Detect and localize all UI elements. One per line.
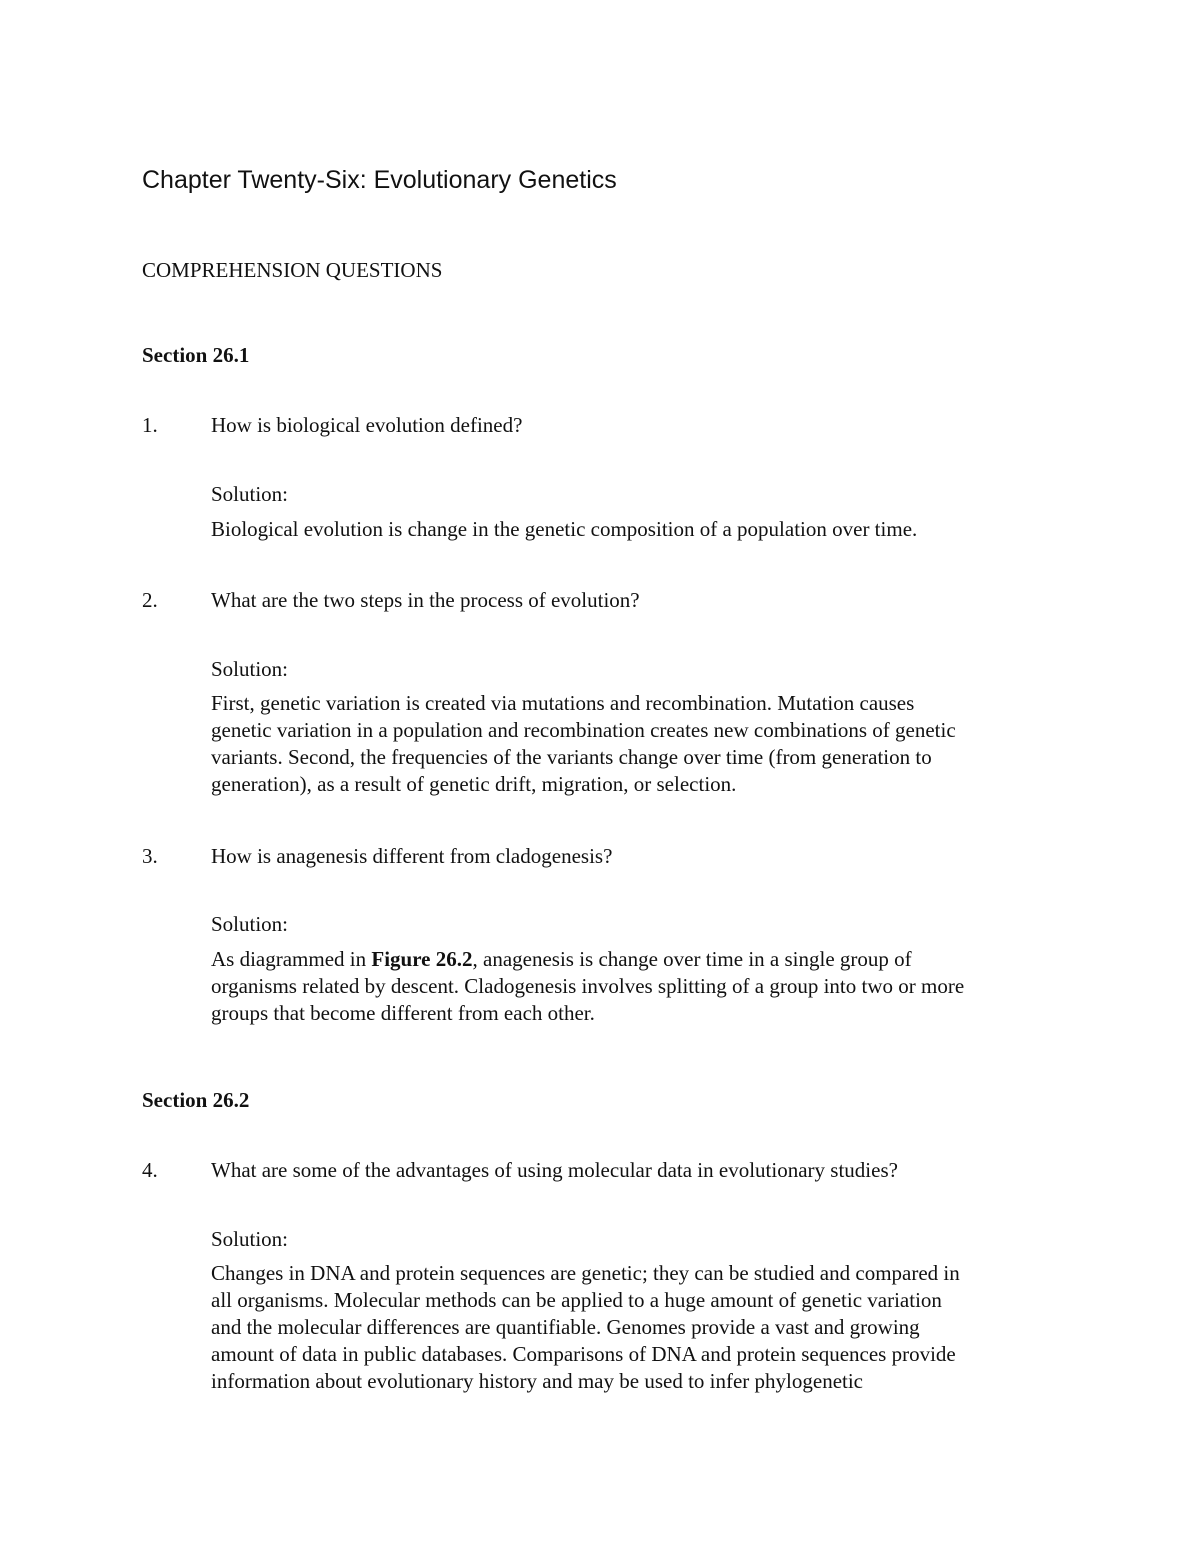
question-number: 4. bbox=[142, 1158, 158, 1182]
solution-line: First, genetic variation is created via mutations and recombination. Mutation causes bbox=[211, 691, 915, 715]
solution-label: Solution: bbox=[211, 1227, 289, 1251]
solution-text bbox=[211, 690, 1071, 798]
solution-line-suffix: , anagenesis is change over time in a single group of bbox=[472, 947, 912, 971]
question-number: 2. bbox=[142, 588, 158, 612]
figure-reference: Figure 26.2 bbox=[371, 947, 473, 971]
solution-line: amount of data in public databases. Comparisons of DNA and protein sequences provide bbox=[211, 1342, 956, 1366]
solution-line: all organisms. Molecular methods can be applied to a huge amount of genetic variation bbox=[211, 1288, 942, 1312]
solution-line bbox=[211, 946, 1071, 973]
question-number: 3. bbox=[142, 844, 158, 868]
solution-line: Changes in DNA and protein sequences are genetic; they can be studied and compared in bbox=[211, 1261, 960, 1285]
solution-line: variants. Second, the frequencies of the variants change over time (from generation to bbox=[211, 745, 932, 769]
solution-line: generation), as a result of genetic drift, migration, or selection. bbox=[211, 772, 737, 796]
solution-label: Solution: bbox=[211, 657, 289, 681]
solution-line: genetic variation in a population and recombination creates new combinations of genetic bbox=[211, 718, 956, 742]
question-text: What are the two steps in the process of evolution? bbox=[211, 588, 640, 612]
solution-line: groups that become different from each other. bbox=[211, 1001, 595, 1025]
question-number: 1. bbox=[142, 413, 158, 437]
solution-line: Biological evolution is change in the genetic composition of a population over time. bbox=[211, 517, 918, 541]
section-heading: Section 26.1 bbox=[142, 343, 250, 367]
solution-line: organisms related by descent. Cladogenesis involves splitting of a group into two or more bbox=[211, 974, 965, 998]
question-text: What are some of the advantages of using molecular data in evolutionary studies? bbox=[211, 1158, 898, 1182]
solution-label: Solution: bbox=[211, 482, 289, 506]
solution-text bbox=[211, 1260, 1071, 1395]
question-text: How is biological evolution defined? bbox=[211, 413, 523, 437]
question-text: How is anagenesis different from cladogenesis? bbox=[211, 844, 613, 868]
solution-line: and the molecular differences are quantifiable. Genomes provide a vast and growing bbox=[211, 1315, 920, 1339]
solution-label: Solution: bbox=[211, 912, 289, 936]
solution-text bbox=[211, 946, 1071, 1027]
comprehension-questions-heading: COMPREHENSION QUESTIONS bbox=[142, 258, 443, 282]
solution-line: information about evolutionary history and may be used to infer phylogenetic bbox=[211, 1369, 864, 1393]
section-heading: Section 26.2 bbox=[142, 1088, 250, 1112]
solution-text bbox=[211, 516, 1071, 543]
solution-line-prefix: As diagrammed in bbox=[211, 947, 372, 971]
chapter-title: Chapter Twenty-Six: Evolutionary Genetics bbox=[142, 166, 617, 194]
